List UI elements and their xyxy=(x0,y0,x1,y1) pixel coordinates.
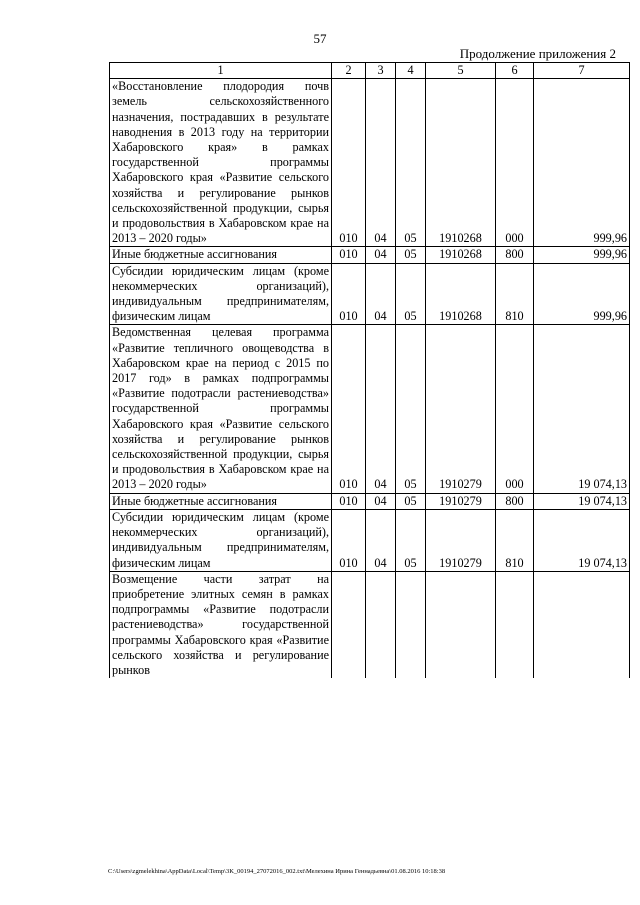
expense-type-code: 000 xyxy=(496,79,534,247)
subsection-code: 05 xyxy=(396,325,426,493)
amount: 999,96 xyxy=(534,247,630,263)
ministry-code: 010 xyxy=(332,263,366,325)
target-article-code: 1910268 xyxy=(426,79,496,247)
section-code: 04 xyxy=(366,247,396,263)
subsection-code: 05 xyxy=(396,509,426,571)
section-code: 04 xyxy=(366,79,396,247)
page-number: 57 xyxy=(313,31,327,46)
ministry-code: 010 xyxy=(332,79,366,247)
row-name: Субсидии юридическим лицам (кроме некоммерческих организаций), индивидуальным предпринимателям, физическим лицам xyxy=(110,509,332,571)
row-name: Субсидии юридическим лицам (кроме некоммерческих организаций), индивидуальным предпринимателям, физическим лицам xyxy=(110,263,332,325)
table-row xyxy=(110,247,630,263)
ministry-code: 010 xyxy=(332,493,366,509)
amount: 19 074,13 xyxy=(534,493,630,509)
subsection-code xyxy=(396,571,426,678)
subsection-code: 05 xyxy=(396,493,426,509)
expense-type-code: 810 xyxy=(496,509,534,571)
target-article-code: 1910279 xyxy=(426,493,496,509)
target-article-code xyxy=(426,571,496,678)
budget-table xyxy=(109,62,630,678)
table-row xyxy=(110,263,630,325)
table-row xyxy=(110,509,630,571)
target-article-code: 1910268 xyxy=(426,263,496,325)
section-code: 04 xyxy=(366,263,396,325)
ministry-code: 010 xyxy=(332,509,366,571)
table-row xyxy=(110,325,630,493)
section-code xyxy=(366,571,396,678)
subsection-code: 05 xyxy=(396,79,426,247)
table-header-row xyxy=(110,63,630,79)
row-name: Возмещение части затрат на приобретение элитных семян в рамках подпрограммы «Развитие подотрасли растениеводства» государственной программы Хабаровского края «Развитие сельского хозяйства и регулирование рынков xyxy=(110,571,332,678)
section-code: 04 xyxy=(366,325,396,493)
amount: 999,96 xyxy=(534,263,630,325)
row-name: Иные бюджетные ассигнования xyxy=(110,493,332,509)
appendix-continuation-label: Продолжение приложения 2 xyxy=(459,46,616,61)
column-header: 3 xyxy=(366,63,396,79)
expense-type-code: 800 xyxy=(496,247,534,263)
column-header: 7 xyxy=(534,63,630,79)
subsection-code: 05 xyxy=(396,247,426,263)
section-code: 04 xyxy=(366,493,396,509)
row-name: Ведомственная целевая программа «Развитие тепличного овощеводства в Хабаровском крае на период с 2015 по 2017 год» в рамках подпрограммы «Развитие подотрасли растениеводства» государственной программы Хабаровского края «Развитие сельского хозяйства и регулирование рынков сельскохозяйственной продукции, сырья и продовольствия в Хабаровском крае на 2013 – 2020 годы» xyxy=(110,325,332,493)
row-name: Иные бюджетные ассигнования xyxy=(110,247,332,263)
ministry-code: 010 xyxy=(332,247,366,263)
expense-type-code: 810 xyxy=(496,263,534,325)
column-header: 2 xyxy=(332,63,366,79)
column-header: 6 xyxy=(496,63,534,79)
expense-type-code: 000 xyxy=(496,325,534,493)
table-row xyxy=(110,571,630,678)
expense-type-code xyxy=(496,571,534,678)
target-article-code: 1910268 xyxy=(426,247,496,263)
expense-type-code: 800 xyxy=(496,493,534,509)
column-header: 1 xyxy=(110,63,332,79)
table-row xyxy=(110,493,630,509)
section-code: 04 xyxy=(366,509,396,571)
target-article-code: 1910279 xyxy=(426,509,496,571)
table-row xyxy=(110,79,630,247)
ministry-code: 010 xyxy=(332,325,366,493)
column-header: 5 xyxy=(426,63,496,79)
ministry-code xyxy=(332,571,366,678)
amount: 19 074,13 xyxy=(534,325,630,493)
file-path-footer: C:\Users\zgmelekhina\AppData\Local\Temp\3K_00194_27072016_002.txt\Мелехина Ирина Геннадьевна\01.08.2016 10:18:38 xyxy=(108,868,446,875)
amount: 999,96 xyxy=(534,79,630,247)
target-article-code: 1910279 xyxy=(426,325,496,493)
amount: 19 074,13 xyxy=(534,509,630,571)
amount xyxy=(534,571,630,678)
row-name: «Восстановление плодородия почв земель сельскохозяйственного назначения, пострадавших в результате наводнения в 2013 году на территории Хабаровского края» в рамках государственной программы Хабаровского края «Развитие сельского хозяйства и регулирование рынков сельскохозяйственной продукции, сырья и продовольствия в Хабаровском крае на 2013 – 2020 годы» xyxy=(110,79,332,247)
subsection-code: 05 xyxy=(396,263,426,325)
column-header: 4 xyxy=(396,63,426,79)
